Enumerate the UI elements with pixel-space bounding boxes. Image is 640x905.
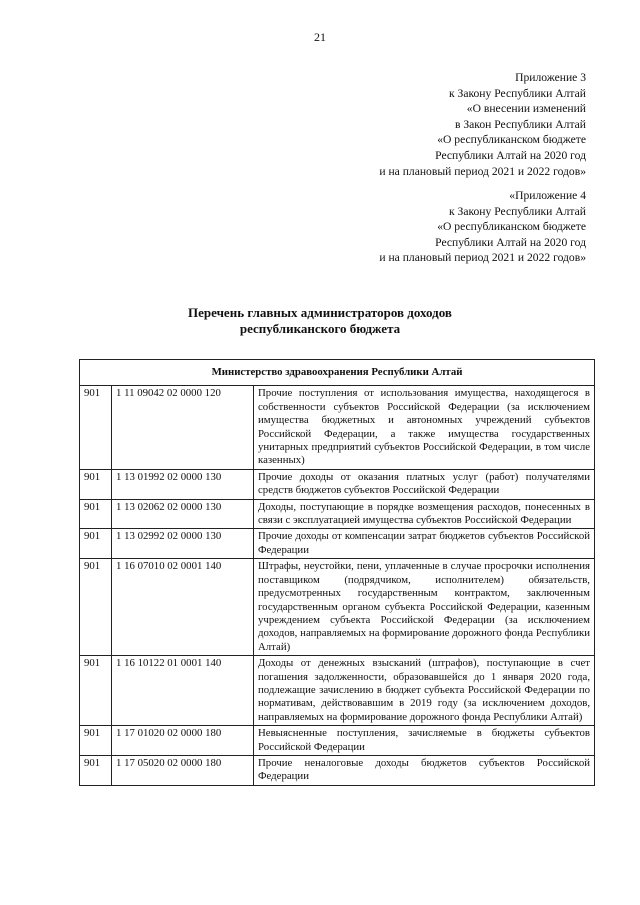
admin-code-cell: 901 — [80, 499, 112, 529]
table-row — [80, 656, 595, 726]
table-row — [80, 755, 595, 785]
appendix-3-heading — [379, 70, 586, 179]
appendix-3-line: к Закону Республики Алтай — [448, 86, 586, 100]
revenue-code-cell: 1 11 09042 02 0000 120 — [112, 386, 254, 469]
revenue-code-cell: 1 16 10122 01 0001 140 — [112, 656, 254, 726]
revenue-code-cell: 1 13 02062 02 0000 130 — [112, 499, 254, 529]
page-number: 21 — [314, 30, 326, 44]
revenue-name-cell: Прочие доходы от оказания платных услуг (работ) получателями средств бюджетов субъектов Российской Федерации — [254, 469, 595, 499]
appendix-4-line: к Закону Республики Алтай — [448, 204, 586, 218]
revenue-code-cell: 1 13 01992 02 0000 130 — [112, 469, 254, 499]
appendix-4-line: «О республиканском бюджете — [437, 220, 586, 234]
appendix-3-line: и на плановый период 2021 и 2022 годов» — [379, 164, 586, 178]
admin-code-cell: 901 — [80, 529, 112, 559]
appendix-4-line: «Приложение 4 — [509, 189, 586, 202]
revenue-name-cell: Невыясненные поступления, зачисляемые в бюджеты субъектов Российской Федерации — [254, 726, 595, 756]
appendix-3-line: в Закон Республики Алтай — [454, 117, 586, 131]
revenue-code-cell: 1 17 05020 02 0000 180 — [112, 755, 254, 785]
section-header: Министерство здравоохранения Республики Алтай — [80, 360, 595, 386]
revenue-name-cell: Прочие доходы от компенсации затрат бюджетов субъектов Российской Федерации — [254, 529, 595, 559]
revenue-name-cell: Прочие неналоговые доходы бюджетов субъектов Российской Федерации — [254, 755, 595, 785]
appendix-4-line: и на плановый период 2021 и 2022 годов» — [379, 251, 586, 265]
appendix-3-line: «О внесении изменений — [466, 102, 586, 116]
revenue-code-cell: 1 17 01020 02 0000 180 — [112, 726, 254, 756]
admin-code-cell: 901 — [80, 726, 112, 756]
document-title — [0, 305, 640, 337]
admin-code-cell: 901 — [80, 755, 112, 785]
revenue-name-cell: Доходы от денежных взысканий (штрафов), поступающие в счет погашения задолженности, образовавшейся до 1 января 2020 года, подлежащие зачислению в бюджет субъекта Российской Федерации по нормативам, действовавшим в 2019 году (за исключением доходов, направляемых на формирование дорожного фонда Республики Алтай) — [254, 656, 595, 726]
admin-code-cell: 901 — [80, 469, 112, 499]
admin-code-cell: 901 — [80, 386, 112, 469]
revenue-name-cell: Доходы, поступающие в порядке возмещения расходов, понесенных в связи с эксплуатацией имущества субъектов Российской Федерации — [254, 499, 595, 529]
table-row — [80, 469, 595, 499]
appendix-3-line: «О республиканском бюджете — [437, 133, 586, 147]
appendix-3-line: Приложение 3 — [515, 71, 586, 84]
table-row — [80, 726, 595, 756]
table-row — [80, 499, 595, 529]
appendix-4-line: Республики Алтай на 2020 год — [435, 235, 586, 249]
table-row — [80, 529, 595, 559]
admin-code-cell: 901 — [80, 656, 112, 726]
appendix-3-line: Республики Алтай на 2020 год — [435, 148, 586, 162]
admin-code-cell: 901 — [80, 559, 112, 656]
section-header-row — [80, 360, 595, 386]
revenue-code-cell: 1 16 07010 02 0001 140 — [112, 559, 254, 656]
revenue-administrators-table — [79, 359, 595, 786]
table-row — [80, 386, 595, 469]
revenue-code-cell: 1 13 02992 02 0000 130 — [112, 529, 254, 559]
revenue-name-cell: Штрафы, неустойки, пени, уплаченные в случае просрочки исполнения поставщиком (подрядчиком, исполнителем) обязательств, предусмотренных государственным контрактом, заключенным государственным органом субъекта Российской Федерации, казенным учреждением субъекта Российской Федерации (за исключением доходов, направляемых на формирование дорожного фонда Республики Алтай) — [254, 559, 595, 656]
title-line: республиканского бюджета — [239, 321, 401, 336]
table-row — [80, 559, 595, 656]
appendix-4-heading — [379, 188, 586, 266]
revenue-name-cell: Прочие поступления от использования имущества, находящегося в собственности субъектов Российской Федерации (за исключением имущества бюджетных и автономных учреждений субъектов Российской Федерации, а также имущества государственных унитарных предприятий субъектов Российской Федерации, в том числе казенных) — [254, 386, 595, 469]
title-line: Перечень главных администраторов доходов — [188, 305, 452, 320]
